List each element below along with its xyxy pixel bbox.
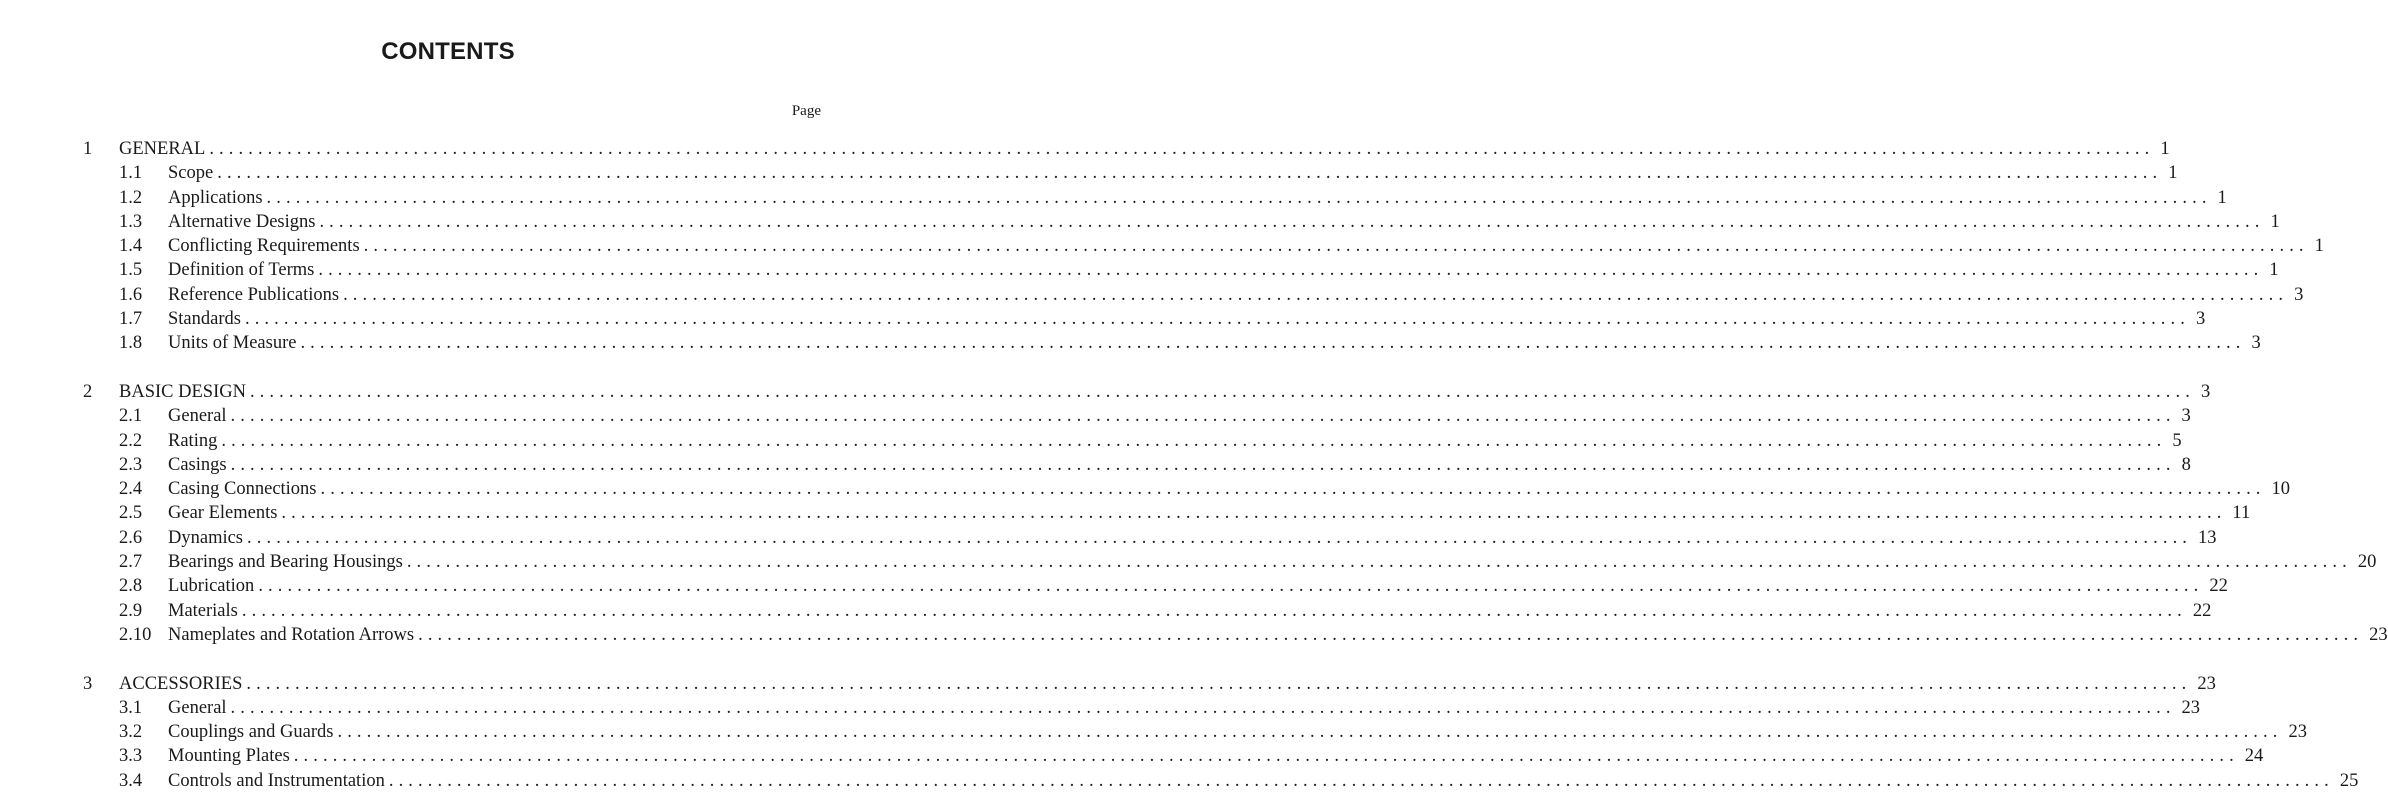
dot-leader: ........................................................................................................................................................................................................ <box>247 527 2193 548</box>
toc-entry-number: 1.2 <box>119 187 143 208</box>
toc-section-row <box>0 623 2388 647</box>
dot-leader: ........................................................................................................................................................................................................ <box>293 746 2239 767</box>
toc-entry <box>168 283 2304 307</box>
toc-page-number: 5 <box>2172 430 2182 451</box>
toc-entry <box>168 234 2324 258</box>
toc-entry-title: Controls and Instrumentation <box>168 770 385 791</box>
toc-page-number: 1 <box>2168 163 2178 184</box>
dot-leader: ........................................................................................................................................................................................................ <box>266 187 2212 208</box>
toc-entry <box>168 477 2291 501</box>
toc-section-row <box>0 161 2178 185</box>
toc-entry <box>168 599 2212 623</box>
dot-leader: ........................................................................................................................................................................................................ <box>230 697 2176 718</box>
toc-entry-title: Lubrication <box>168 576 255 597</box>
toc-entry-number: 2.7 <box>119 552 143 573</box>
toc-page-number: 20 <box>2357 552 2377 573</box>
toc-entry-title: Units of Measure <box>168 333 297 354</box>
toc-section-row <box>0 404 2191 428</box>
dot-leader: ........................................................................................................................................................................................................ <box>258 576 2204 597</box>
toc-entry <box>119 672 2216 696</box>
toc-chapter-row <box>0 380 2211 404</box>
toc-section-row <box>0 501 2251 525</box>
toc-page-number: 1 <box>2314 236 2324 257</box>
toc-entry-number: 2.2 <box>119 430 143 451</box>
toc-entry-number: 3 <box>83 673 93 694</box>
dot-leader: ........................................................................................................................................................................................................ <box>217 163 2163 184</box>
toc-entry <box>168 574 2228 598</box>
toc-entry-title: Reference Publications <box>168 284 340 305</box>
toc-page-number: 23 <box>2181 697 2201 718</box>
toc-entry <box>168 453 2191 477</box>
toc-entry-title: Gear Elements <box>168 503 278 524</box>
dot-leader: ........................................................................................................................................................................................................ <box>343 284 2289 305</box>
page-column-label: Page <box>791 103 821 119</box>
toc-section-row <box>0 258 2279 282</box>
toc-entry <box>168 258 2279 282</box>
toc-entry-title: General <box>168 406 227 427</box>
toc-section-row <box>0 477 2291 501</box>
toc-entry-number: 1.1 <box>119 163 143 184</box>
toc-section-row <box>0 234 2324 258</box>
toc-entry-number: 2 <box>83 381 93 402</box>
toc-entry-number: 1.8 <box>119 333 143 354</box>
dot-leader: ........................................................................................................................................................................................................ <box>209 139 2155 159</box>
toc-chapter-row <box>0 137 2170 161</box>
toc-page-number: 3 <box>2181 406 2191 427</box>
toc-section-row <box>0 429 2182 453</box>
dot-leader: ........................................................................................................................................................................................................ <box>230 406 2176 427</box>
toc-entry-number: 1.7 <box>119 309 143 330</box>
toc-page-number: 23 <box>2288 722 2307 743</box>
dot-leader: ........................................................................................................................................................................................................ <box>249 381 2195 402</box>
toc-entry-title: Bearings and Bearing Housings <box>168 552 403 573</box>
toc-entry <box>168 210 2280 234</box>
toc-section-row <box>0 720 2307 744</box>
toc-entry-title: Casings <box>168 454 227 475</box>
toc-entry-title: General <box>168 697 227 718</box>
toc-entry <box>168 744 2264 768</box>
toc-section-row <box>0 599 2212 623</box>
toc-entry-title: Dynamics <box>168 527 244 548</box>
toc-entry-title: Alternative Designs <box>168 211 316 232</box>
toc-section-row <box>0 769 2359 793</box>
toc-page-number: 1 <box>2269 260 2279 281</box>
toc-entry <box>168 186 2227 210</box>
dot-leader: ........................................................................................................................................................................................................ <box>246 673 2192 694</box>
dot-leader: ........................................................................................................................................................................................................ <box>241 600 2187 621</box>
toc-entry <box>168 331 2261 355</box>
toc-page-number: 3 <box>2200 381 2211 402</box>
toc-entry-number: 2.6 <box>119 527 143 548</box>
toc-entry-number: 3.3 <box>119 746 143 767</box>
toc-page-number: 8 <box>2181 454 2191 475</box>
toc-entry-number: 2.10 <box>119 624 152 645</box>
toc-page-number: 23 <box>2369 624 2388 645</box>
toc-entry-title: Definition of Terms <box>168 260 315 281</box>
toc-page-number: 3 <box>2294 284 2304 305</box>
toc-page-number: 22 <box>2209 576 2228 597</box>
toc-section-row <box>0 210 2280 234</box>
toc-page-number: 13 <box>2198 527 2217 548</box>
toc-page-number: 3 <box>2251 333 2261 354</box>
toc-section-row <box>0 696 2201 720</box>
dot-leader: ........................................................................................................................................................................................................ <box>406 552 2352 573</box>
toc-section-row <box>0 574 2228 598</box>
dot-leader: ........................................................................................................................................................................................................ <box>418 624 2364 645</box>
toc-entry-title: GENERAL <box>119 139 206 159</box>
toc-entry-title: Nameplates and Rotation Arrows <box>168 624 415 645</box>
toc-section-row <box>0 453 2191 477</box>
toc-page-number: 24 <box>2244 746 2264 767</box>
dot-leader: ........................................................................................................................................................................................................ <box>300 333 2246 354</box>
toc-section-row <box>0 744 2264 768</box>
toc-entry-number: 3.1 <box>119 697 143 718</box>
toc-entry-number: 3.4 <box>119 770 143 791</box>
toc-page-number: 1 <box>2270 211 2280 232</box>
toc-entry-number: 3.2 <box>119 722 143 743</box>
toc-entry <box>168 501 2251 525</box>
toc-entry <box>168 623 2388 647</box>
toc-section-row <box>0 526 2217 550</box>
toc-section-row <box>0 186 2227 210</box>
toc-entry-title: Conflicting Requirements <box>168 236 360 257</box>
toc-entry-number: 2.5 <box>119 503 143 524</box>
toc-entry <box>168 696 2201 720</box>
toc-entry-title: Standards <box>168 309 241 330</box>
toc-entry-number: 2.1 <box>119 406 143 427</box>
toc-entry-title: Couplings and Guards <box>168 722 334 743</box>
toc-entry <box>168 429 2182 453</box>
toc-entry-title: Scope <box>168 163 214 184</box>
table-of-contents <box>0 137 2388 793</box>
toc-entry-number: 2.9 <box>119 600 143 621</box>
toc-entry <box>168 720 2307 744</box>
toc-entry <box>119 380 2211 404</box>
dot-leader: ........................................................................................................................................................................................................ <box>221 430 2167 451</box>
toc-section-row <box>0 283 2304 307</box>
toc-entry-title: Applications <box>168 187 263 208</box>
toc-section-row <box>0 307 2206 331</box>
toc-entry-number: 2.4 <box>119 479 143 500</box>
toc-entry-title: Mounting Plates <box>168 746 290 767</box>
dot-leader: ........................................................................................................................................................................................................ <box>230 454 2176 475</box>
toc-entry-number: 1 <box>83 139 93 159</box>
toc-page-number: 23 <box>2197 673 2216 694</box>
toc-entry <box>168 526 2217 550</box>
toc-entry-title: Casing Connections <box>168 479 317 500</box>
page-title: CONTENTS <box>381 38 515 65</box>
toc-page-number: 22 <box>2192 600 2212 621</box>
toc-entry-number: 2.3 <box>119 454 143 475</box>
toc-entry <box>168 404 2191 428</box>
toc-page-number: 1 <box>2160 139 2170 159</box>
toc-section-row <box>0 550 2377 574</box>
toc-entry <box>168 769 2359 793</box>
dot-leader: ........................................................................................................................................................................................................ <box>319 211 2265 232</box>
toc-page-number: 1 <box>2217 187 2227 208</box>
toc-entry-number: 1.3 <box>119 211 143 232</box>
toc-page-number: 25 <box>2339 770 2359 791</box>
toc-entry <box>168 550 2377 574</box>
toc-entry <box>119 137 2170 161</box>
toc-entry-number: 1.5 <box>119 260 143 281</box>
toc-entry-number: 2.8 <box>119 576 143 597</box>
toc-page-number: 11 <box>2232 503 2251 524</box>
toc-page-number: 10 <box>2271 479 2291 500</box>
toc-entry-number: 1.4 <box>119 236 143 257</box>
dot-leader: ........................................................................................................................................................................................................ <box>388 770 2334 791</box>
dot-leader: ........................................................................................................................................................................................................ <box>363 236 2309 257</box>
toc-entry <box>168 307 2206 331</box>
toc-entry-title: Materials <box>168 600 238 621</box>
toc-section-row <box>0 331 2261 355</box>
toc-entry <box>168 161 2178 185</box>
toc-chapter-row <box>0 672 2216 696</box>
toc-entry-number: 1.6 <box>119 284 143 305</box>
dot-leader: ........................................................................................................................................................................................................ <box>281 503 2227 524</box>
toc-entry-title: BASIC DESIGN <box>119 381 246 402</box>
dot-leader: ........................................................................................................................................................................................................ <box>318 260 2264 281</box>
dot-leader: ........................................................................................................................................................................................................ <box>244 309 2190 330</box>
toc-entry-title: ACCESSORIES <box>119 673 243 694</box>
dot-leader: ........................................................................................................................................................................................................ <box>337 722 2283 743</box>
dot-leader: ........................................................................................................................................................................................................ <box>320 479 2266 500</box>
toc-page-number: 3 <box>2195 309 2206 330</box>
toc-entry-title: Rating <box>168 430 218 451</box>
